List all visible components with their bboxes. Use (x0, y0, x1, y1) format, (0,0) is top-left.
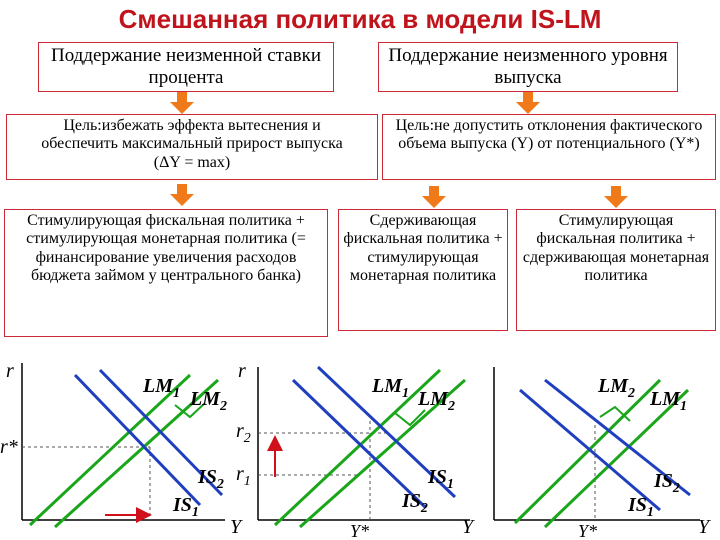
goal-box-right (382, 114, 716, 180)
policy-box-1-text: Стимулирующая фискальная политика + стимулирующая монетарная политика (= финансирование увеличения расходов бюджета займом у центрального банка) (26, 212, 306, 285)
graph-1-is2-label: $IS_2$ (198, 466, 224, 492)
graph-3-is1 (520, 390, 660, 510)
graph-1-rstar-label: r* (0, 436, 18, 458)
graph-1-y-axis-label: r (6, 360, 14, 382)
goal-box-left (6, 114, 378, 180)
graph-1-lm2-label: $LM_2$ (190, 388, 227, 414)
policy-box-2-text: Сдерживающая фискальная политика + стимулирующая монетарная политика (343, 212, 503, 285)
graph-2-y-mark-label: Y* (350, 521, 370, 540)
top-box-fixed-rate (38, 42, 334, 92)
goal-box-right-text: Цель:не допустить отклонения фактического объема выпуска (Y) от потенциального (Y*) (395, 117, 703, 153)
page-title: Смешанная политика в модели IS-LM (118, 4, 602, 34)
graph-1-x-axis-label: Y (230, 516, 242, 538)
policy-box-1 (4, 209, 328, 337)
down-arrow-3-icon (170, 184, 194, 206)
graph-2 (236, 360, 475, 540)
graph-3-x-axis-label: Y (698, 516, 710, 538)
graph-1 (0, 360, 243, 538)
graph-3-lm1 (545, 390, 688, 527)
graph-2-x-axis-label: Y (462, 516, 474, 538)
down-arrow-1-icon (170, 92, 194, 114)
graph-2-lm2-label: $LM_2$ (418, 388, 455, 414)
graph-3 (494, 367, 711, 540)
graph-3-is2-label: $IS_2$ (654, 470, 680, 496)
graph-2-r-upper-label: $r_2$ (236, 420, 251, 446)
down-arrow-2-icon (516, 92, 540, 114)
graph-1-is1 (75, 375, 200, 505)
graph-2-y-axis-label: r (238, 360, 246, 382)
policy-box-3-text: Стимулирующая фискальная политика + сдерживающая монетарная политика (522, 212, 710, 285)
top-box-fixed-output-text: Поддержание неизменного уровня выпуска (388, 45, 668, 88)
policy-box-3 (516, 209, 716, 331)
graph-2-is1-label: $IS_1$ (428, 466, 454, 492)
graph-1-lm1 (30, 375, 190, 525)
graph-1-lm1-label: $LM_1$ (143, 375, 180, 401)
graph-2-r-lower-label: $r_1$ (236, 463, 251, 489)
goal-box-left-text: Цель:избежать эффекта вытеснения и обеспечить максимальный прирост выпуска (ΔY = max) (41, 117, 343, 171)
top-box-fixed-output (378, 42, 678, 92)
graph-2-lm1-label: $LM_1$ (372, 375, 409, 401)
down-arrow-4-icon (422, 186, 446, 208)
policy-box-2 (338, 209, 508, 331)
graph-2-is2-label: $IS_2$ (402, 490, 428, 516)
graph-3-y-mark-label: Y* (578, 521, 598, 540)
graph-3-is1-label: $IS_1$ (628, 494, 654, 520)
graph-3-lm2-label: $LM_2$ (598, 375, 635, 401)
graph-3-lm1-label: $LM_1$ (650, 388, 687, 414)
graph-1-is1-label: $IS_1$ (173, 494, 199, 520)
top-box-fixed-rate-text: Поддержание неизменной ставки процента (50, 45, 321, 88)
graph-2-lm-shift-arrow (395, 410, 425, 425)
islm-graphs (0, 355, 720, 540)
down-arrow-5-icon (604, 186, 628, 208)
